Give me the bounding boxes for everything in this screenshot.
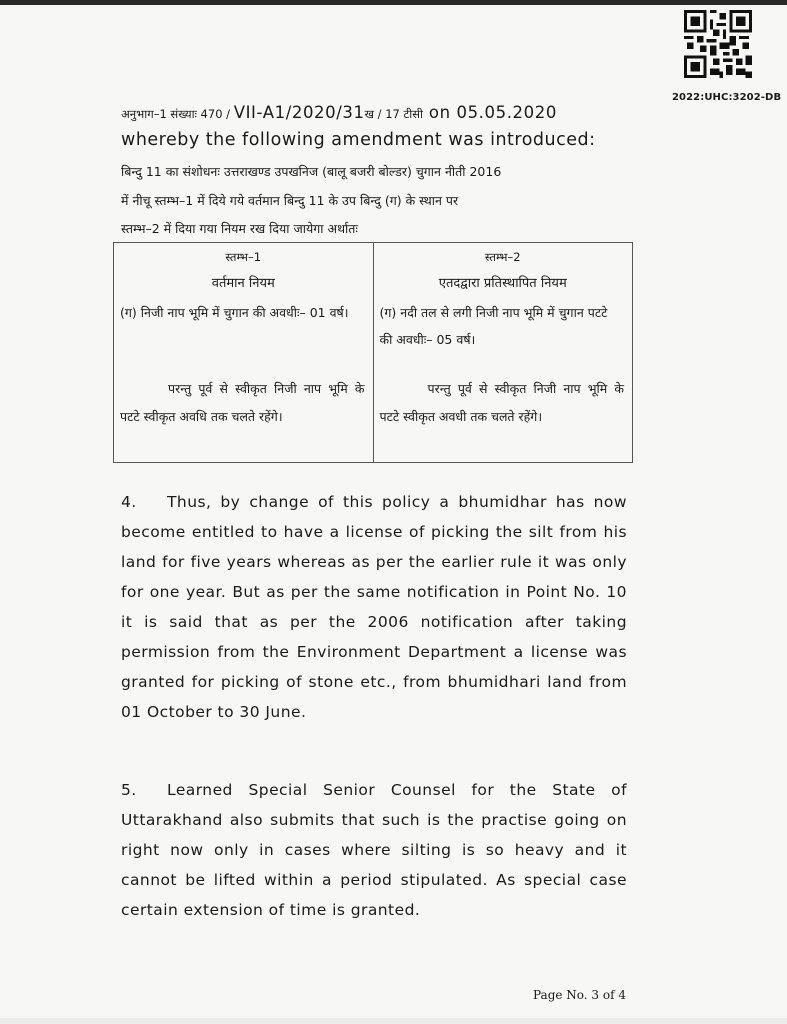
proviso-text: परन्तु पूर्व से स्वीकृत निजी नाप भूमि के पटटे स्वीकृत अवधि तक चलते रहेंगे। — [120, 381, 365, 424]
top-edge-bar — [0, 0, 787, 5]
bottom-edge — [0, 1018, 787, 1024]
ref-prefix: अनुभाग–1 संख्याः 470 / — [121, 107, 234, 121]
proviso-text: परन्तु पूर्व से स्वीकृत निजी नाप भूमि के पटटे स्वीकृत अवधी तक चलते रहेंगे। — [379, 381, 624, 424]
paragraph-4 — [121, 487, 627, 727]
page-number: Page No. 3 of 4 — [533, 988, 626, 1002]
intro-line: whereby the following amendment was introduced: — [121, 130, 596, 150]
ref-number: VII-A1/2020/31 — [233, 103, 365, 122]
column-title: स्तम्भ–1 — [225, 250, 262, 264]
column-heading: वर्तमान नियम — [211, 276, 275, 291]
paragraph-5 — [121, 775, 627, 925]
column-title: स्तम्भ–2 — [484, 250, 521, 264]
paragraph-text: Thus, by change of this policy a bhumidhar has now become entitled to have a license of picking the silt from his land for five years whereas as per the earlier rule it was only for one year. But as per the same notification in Point No. 10 it is said that as per the 2006 notification after taking permission from the Environment Department a license was granted for picking of stone etc., from bhumidhari land from 01 October to 30 June. — [121, 493, 627, 721]
hindi-line: में नीचू स्तम्भ–1 में दिये गये वर्तमान बिन्दु 11 के उप बिन्दु (ग) के स्थान पर — [121, 193, 459, 208]
column-heading: एतदद्वारा प्रतिस्थापित नियम — [438, 276, 567, 291]
paragraph-number: 5. — [121, 781, 137, 799]
rule-text: (ग) नदी तल से लगी निजी नाप भूमि में चुगान पटटे की अवधीः– 05 वर्ष। — [379, 305, 608, 347]
hindi-line: बिन्दु 11 का संशोधनः उत्तराखण्ड उपखनिज (बालू बजरी बोल्डर) चुगान नीती 2016 — [121, 164, 502, 179]
column-2 — [373, 243, 633, 462]
ref-suffix: ख / 17 टीसी — [364, 107, 424, 121]
paragraph-number: 4. — [121, 493, 137, 511]
hindi-line: स्तम्भ–2 में दिया गया नियम रख दिया जायेगा अर्थातः — [121, 221, 358, 236]
amendment-table — [113, 242, 633, 463]
rule-text: (ग) निजी नाप भूमि में चुगान की अवधीः– 01 वर्ष। — [120, 305, 349, 320]
document-id: 2022:UHC:3202-DB — [672, 92, 782, 103]
column-1 — [114, 243, 373, 462]
paragraph-text: Learned Special Senior Counsel for the State of Uttarakhand also submits that such is the practise going on right now only in cases where silting is so heavy and it cannot be lifted within a period stipulated. As special case certain extension of time is granted. — [121, 781, 627, 919]
ref-date: on 05.05.2020 — [423, 103, 557, 122]
notification-reference — [121, 103, 557, 122]
qr-code-icon — [684, 10, 752, 78]
